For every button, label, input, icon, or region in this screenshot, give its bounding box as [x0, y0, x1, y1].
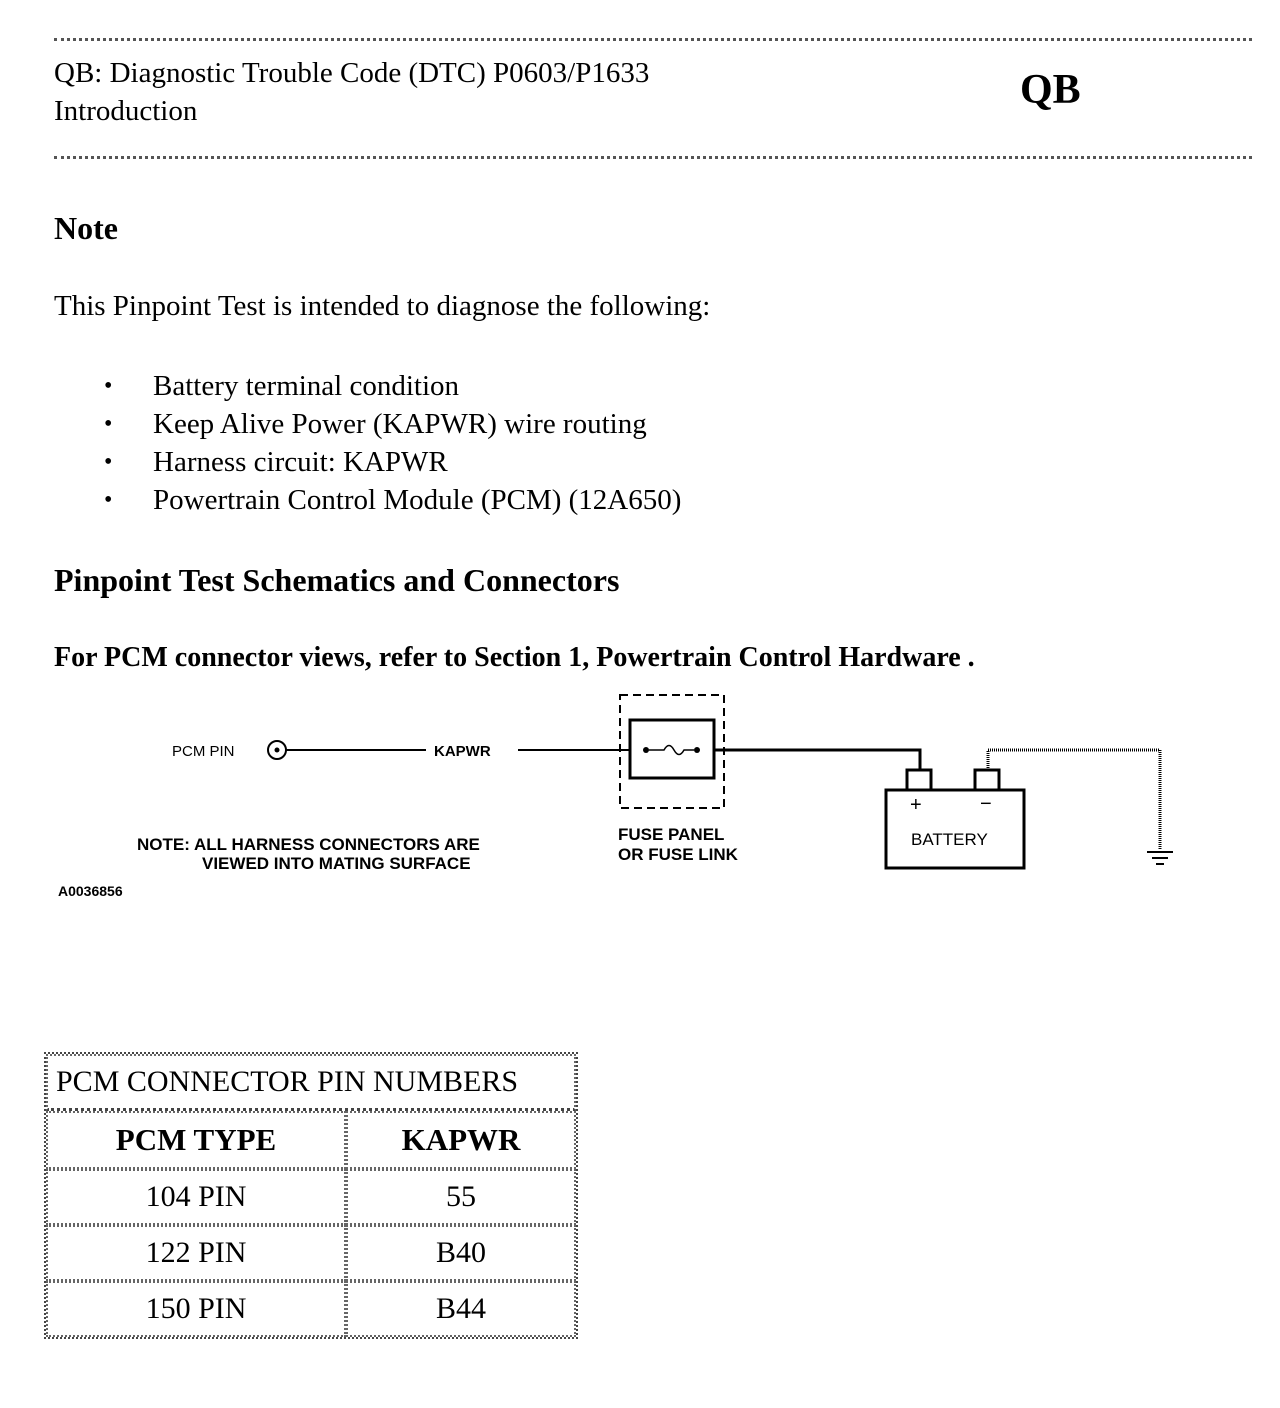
header-title-line1: QB: Diagnostic Trouble Code (DTC) P0603/P1633: [54, 57, 650, 89]
note-heading: Note: [54, 210, 118, 246]
figure-id: A0036856: [58, 883, 123, 899]
diagram-note-line2: VIEWED INTO MATING SURFACE: [202, 854, 471, 873]
header-top-rule: [54, 38, 1252, 41]
table-caption: PCM CONNECTOR PIN NUMBERS: [46, 1054, 576, 1111]
header-code: QB: [1020, 67, 1081, 113]
battery-body: [886, 790, 1024, 868]
fuse-panel-outline: [620, 695, 724, 808]
pcm-type-cell: 122 PIN: [46, 1225, 346, 1281]
fuse-element: [649, 746, 694, 755]
kapwr-cell: B44: [346, 1281, 576, 1337]
wire-label: KAPWR: [434, 743, 491, 760]
diagram-note-line1: NOTE: ALL HARNESS CONNECTORS ARE: [137, 835, 480, 854]
header-title-line2: Introduction: [54, 95, 198, 127]
fuse-terminal-left: [643, 747, 649, 753]
fuse-label-line2: OR FUSE LINK: [618, 845, 738, 864]
fuse-label-line1: FUSE PANEL: [618, 825, 725, 844]
header-title: [54, 54, 649, 130]
battery-negative-wire: [988, 750, 1160, 850]
kapwr-cell: 55: [346, 1169, 576, 1225]
schematics-heading: Pinpoint Test Schematics and Connectors: [54, 562, 620, 598]
battery-positive-post: [907, 770, 931, 790]
battery-positive-wire: [714, 750, 920, 770]
refer-text: For PCM connector views, refer to Section 1, Powertrain Control Hardware .: [54, 642, 975, 673]
pcm-pin-label: PCM PIN: [172, 743, 235, 760]
table-row: [46, 1169, 576, 1225]
column-header-kapwr: KAPWR: [346, 1111, 576, 1169]
pin-numbers-table: [44, 1052, 578, 1339]
column-header-pcm-type: PCM TYPE: [46, 1111, 346, 1169]
table-row: [46, 1281, 576, 1337]
header-bottom-rule: [54, 156, 1252, 159]
schematic-diagram: [0, 680, 1280, 910]
list-item: • Powertrain Control Module (PCM) (12A650): [54, 481, 681, 519]
pcm-pin-dot: [275, 748, 280, 753]
fuse-box: [630, 720, 714, 778]
kapwr-cell: B40: [346, 1225, 576, 1281]
list-item: • Harness circuit: KAPWR: [54, 443, 681, 481]
battery-minus-sign: −: [980, 793, 992, 815]
note-intro: This Pinpoint Test is intended to diagnose the following:: [54, 290, 711, 322]
pcm-type-cell: 104 PIN: [46, 1169, 346, 1225]
list-item: • Battery terminal condition: [54, 367, 681, 405]
list-item: • Keep Alive Power (KAPWR) wire routing: [54, 405, 681, 443]
table-row: [46, 1225, 576, 1281]
battery-plus-sign: +: [910, 794, 922, 816]
battery-label: BATTERY: [911, 830, 988, 849]
fuse-terminal-right: [694, 747, 700, 753]
pcm-type-cell: 150 PIN: [46, 1281, 346, 1337]
battery-negative-post: [975, 770, 999, 790]
diagnose-list: [54, 367, 681, 519]
